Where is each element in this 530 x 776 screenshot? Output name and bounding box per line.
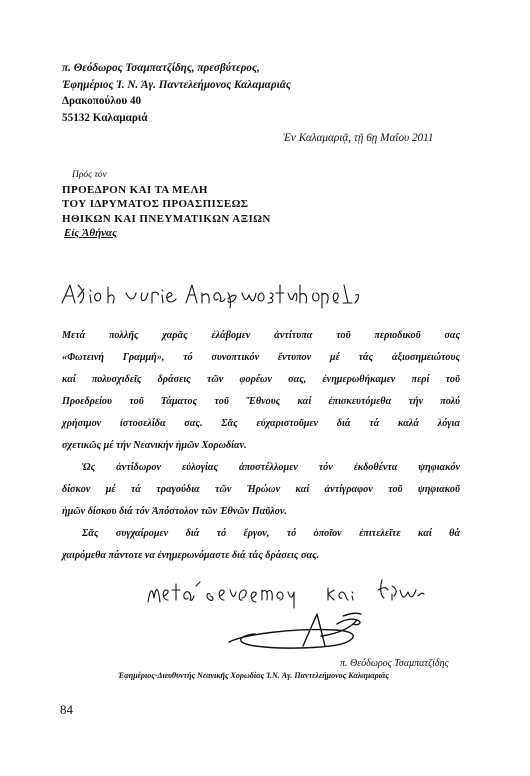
sender-name-line: π. Θεόδωρος Τσαμπατζίδης, πρεσβύτερος, — [62, 62, 260, 74]
recipient-line-1: ΠΡΟΕΔΡΟΝ ΚΑΙ ΤΑ ΜΕΛΗ — [62, 183, 208, 196]
recipient-city: Εἰς Ἀθήνας — [64, 227, 118, 239]
signer-name: π. Θεόδωρος Τσαμπατζίδης — [340, 658, 449, 669]
body-line: ἡμῶν δίσκου διά τόν Ἀπόστολον τῶν Ἐθνῶν Παῦλον. — [62, 506, 287, 517]
handwritten-salutation — [60, 281, 360, 314]
letter-body — [62, 325, 460, 567]
body-line: χρήσιμον ἰστοσελίδα σας. Σᾶς εὐχαριστοῦμεν διά τά καλά λόγια — [62, 418, 460, 429]
body-line: Μετά πολλῆς χαρᾶς ἐλάβομεν ἀντίτυπα τοῦ περιοδικοῦ σας — [62, 330, 460, 341]
sender-block — [62, 60, 291, 126]
body-line: «Φωτεινή Γραμμή», τό συνοπτικόν ἔντυπον μέ τάς ἀξιοσημειώτους — [62, 352, 460, 363]
body-line: Ὡς ἀντίδωρον εὐλογίας ἀποστέλλομεν τόν ἐκδοθέντα ψηφιακόν — [82, 462, 460, 473]
signer-title: Ἐφημέριος-Διευθυντής Νεανικῆς Χορωδίας Ἱ.Ν. Ἁγ. Παντελεήμονος Καλαμαριᾶς — [118, 671, 389, 680]
body-line: καί πολυσχιδεῖς δράσεις τῶν φορέων σας, ἐνημερωθήκαμεν περί τοῦ — [62, 374, 460, 385]
body-line: Προεδρείου τοῦ Τάματος τοῦ Ἔθνους καί ἐπισκευτόμεθα τήν πολύ — [62, 396, 460, 407]
page-number: 84 — [60, 702, 73, 717]
date-line: Ἐν Καλαμαριᾷ, τῇ 6ῃ Μαΐου 2011 — [283, 132, 434, 144]
body-line: σχετικῶς μέ τήν Νεανικήν ἡμῶν Χορωδίαν. — [62, 440, 247, 451]
recipient-block — [62, 168, 271, 241]
sender-city-line: 55132 Καλαμαριά — [62, 111, 148, 124]
sender-parish-line: Ἐφημέριος Ἱ. Ν. Ἁγ. Παντελεήμονος Καλαμαριᾶς — [62, 78, 291, 91]
body-line: δίσκον μέ τά τραγούδια τῶν Ἡρώων καί ἀντίγραφον τοῦ ψηφιακοῦ — [62, 484, 460, 495]
recipient-to: Πρός τόν — [72, 170, 107, 180]
body-line: Σᾶς συγχαίρομεν διά τό ἔργον, τό ὁποῖον ἐπιτελεῖτε καί θά — [82, 528, 460, 539]
recipient-line-2: ΤΟΥ ΙΔΡΥΜΑΤΟΣ ΠΡΟΑΣΠΙΣΕΩΣ — [62, 198, 249, 210]
signature — [225, 606, 385, 661]
sender-street-line: Δρακοπούλου 40 — [62, 95, 142, 107]
body-line: χαιρόμεθα πάντοτε να ἐνημερωνόμαστε διά τάς δράσεις σας. — [62, 550, 320, 561]
recipient-line-3: ΗΘΙΚΩΝ ΚΑΙ ΠΝΕΥΜΑΤΙΚΩΝ ΑΞΙΩΝ — [62, 212, 271, 225]
